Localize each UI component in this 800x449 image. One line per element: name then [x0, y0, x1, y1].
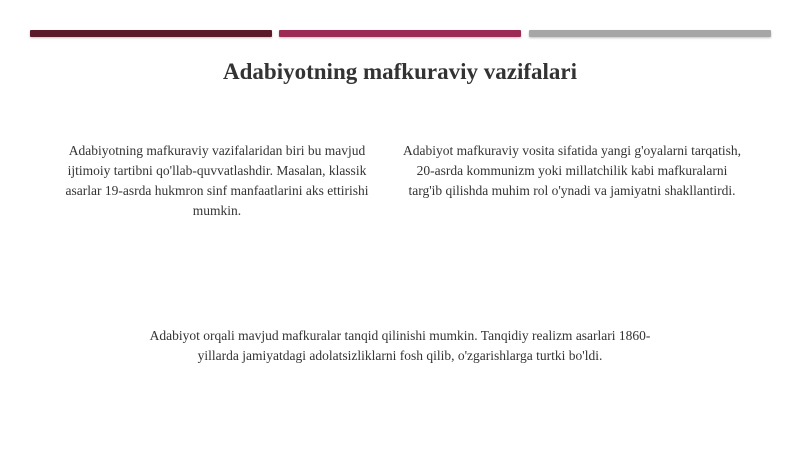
paragraph-bottom: Adabiyot orqali mavjud mafkuralar tanqid qilinishi mumkin. Tanqidiy realizm asarlari 1860-yillarda jamiyatdagi adolatsizliklarni fosh qilib, o'zgarishlarga turtki bo'ldi. — [149, 328, 651, 363]
accent-bar-magenta — [279, 30, 521, 37]
paragraph-left: Adabiyotning mafkuraviy vazifalaridan biri bu mavjud ijtimoiy tartibni qo'llab-quvvatlashdir. Masalan, klassik asarlar 19-asrda hukmron sinf manfaatlarini aks ettirishi mumkin. — [65, 143, 369, 218]
slide-title: Adabiyotning mafkuraviy vazifalari — [223, 59, 577, 84]
paragraph-right: Adabiyot mafkuraviy vosita sifatida yangi g'oyalarni tarqatish, 20-asrda kommunizm yoki millatchilik kabi mafkuralarni targ'ib qilishda muhim rol o'ynadi va jamiyatni shakllantirdi. — [403, 143, 741, 198]
accent-bar-dark-red — [30, 30, 272, 37]
accent-bar-gray — [529, 30, 771, 37]
